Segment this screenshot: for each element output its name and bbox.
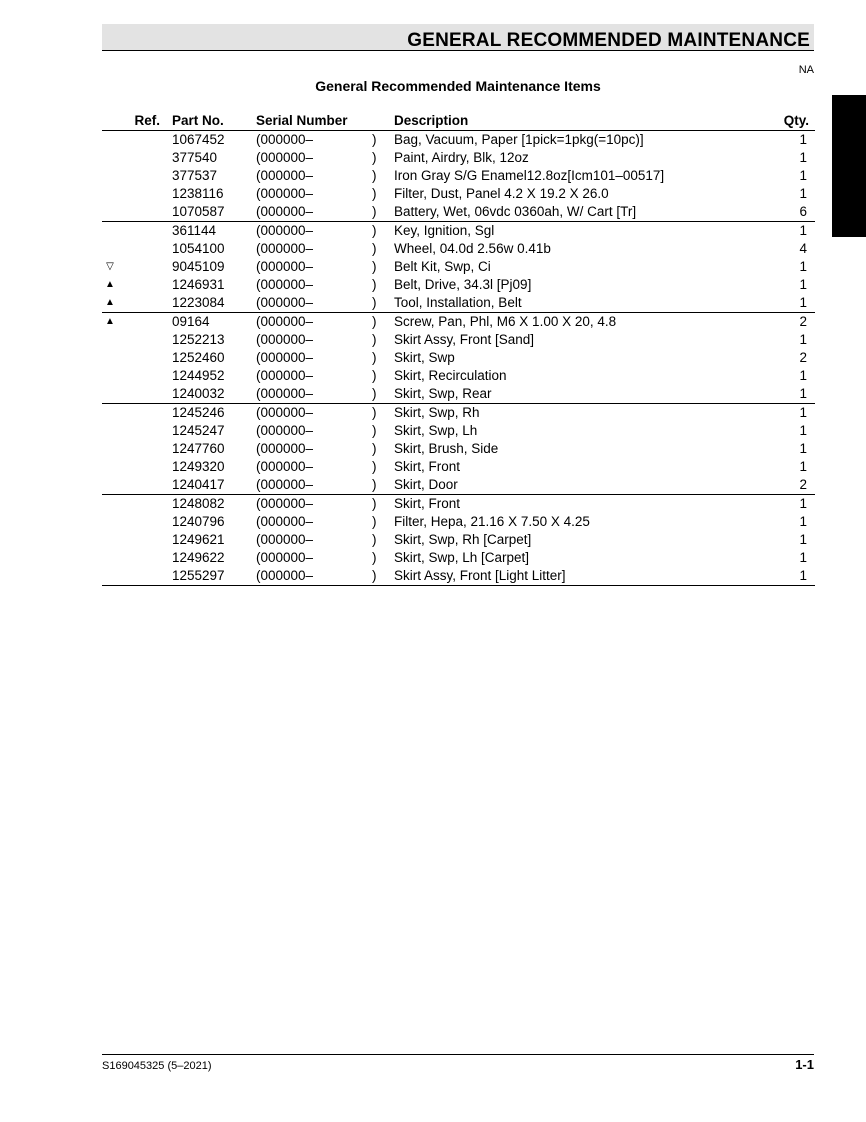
col-serial-header: Serial Number: [256, 113, 348, 128]
part-number: 1067452: [172, 132, 225, 147]
serial-number: (000000–: [256, 186, 314, 201]
quantity: 1: [799, 459, 807, 474]
table-row: [102, 440, 815, 458]
part-number: 1248082: [172, 496, 225, 511]
serial-number: (000000–: [256, 168, 314, 183]
description: Skirt, Swp, Lh [Carpet]: [394, 550, 530, 565]
serial-range-close: ): [372, 459, 377, 474]
quantity: 1: [799, 332, 807, 347]
description: Skirt, Swp, Rh: [394, 405, 480, 420]
serial-range-close: ): [372, 496, 377, 511]
quantity: 1: [799, 368, 807, 383]
table-row: [102, 313, 815, 331]
table-row: [102, 258, 815, 276]
description: Tool, Installation, Belt: [394, 295, 522, 310]
serial-range-close: ): [372, 132, 377, 147]
serial-number: (000000–: [256, 405, 314, 420]
description: Skirt, Recirculation: [394, 368, 507, 383]
table-row: [102, 131, 815, 149]
quantity: 6: [799, 204, 807, 219]
serial-range-close: ): [372, 568, 377, 583]
quantity: 1: [799, 496, 807, 511]
quantity: 4: [799, 241, 807, 256]
part-number: 1252213: [172, 332, 225, 347]
serial-number: (000000–: [256, 332, 314, 347]
part-number: 377537: [172, 168, 218, 183]
ref-marker-icon: ▲: [105, 297, 115, 308]
description: Skirt, Brush, Side: [394, 441, 499, 456]
table-row: [102, 167, 815, 185]
section-tab-marker: [832, 95, 866, 237]
serial-number: (000000–: [256, 368, 314, 383]
serial-number: (000000–: [256, 459, 314, 474]
table-row: [102, 476, 815, 495]
quantity: 2: [799, 314, 807, 329]
part-number: 1246931: [172, 277, 225, 292]
serial-range-close: ): [372, 405, 377, 420]
quantity: 1: [799, 168, 807, 183]
part-number: 1245247: [172, 423, 225, 438]
table-row: [102, 203, 815, 222]
part-number: 9045109: [172, 259, 225, 274]
ref-marker-icon: ▽: [106, 261, 114, 272]
table-row: [102, 349, 815, 367]
col-description-header: Description: [394, 113, 469, 128]
serial-range-close: ): [372, 532, 377, 547]
description: Skirt Assy, Front [Sand]: [394, 332, 535, 347]
table-row: [102, 331, 815, 349]
description: Belt Kit, Swp, Ci: [394, 259, 491, 274]
serial-number: (000000–: [256, 386, 314, 401]
serial-number: (000000–: [256, 277, 314, 292]
part-number: 09164: [172, 314, 210, 329]
part-number: 1249622: [172, 550, 225, 565]
table-row: [102, 149, 815, 167]
quantity: 1: [799, 568, 807, 583]
serial-number: (000000–: [256, 441, 314, 456]
section-title: General Recommended Maintenance Items: [315, 78, 601, 94]
table-row: [102, 404, 815, 422]
table-row: [102, 222, 815, 240]
part-number: 1070587: [172, 204, 225, 219]
serial-number: (000000–: [256, 241, 314, 256]
description: Battery, Wet, 06vdc 0360ah, W/ Cart [Tr]: [394, 204, 637, 219]
header-band: [102, 24, 814, 51]
quantity: 1: [799, 132, 807, 147]
part-number: 1249320: [172, 459, 225, 474]
part-number: 1240417: [172, 477, 225, 492]
serial-range-close: ): [372, 441, 377, 456]
serial-range-close: ): [372, 332, 377, 347]
document-code: S169045325 (5–2021): [102, 1060, 212, 1072]
quantity: 1: [799, 514, 807, 529]
quantity: 1: [799, 532, 807, 547]
serial-range-close: ): [372, 386, 377, 401]
serial-number: (000000–: [256, 568, 314, 583]
quantity: 1: [799, 423, 807, 438]
table-body: [102, 131, 815, 586]
description: Skirt, Front: [394, 496, 461, 511]
serial-number: (000000–: [256, 223, 314, 238]
description: Belt, Drive, 34.3l [Pj09]: [394, 277, 532, 292]
part-number: 1249621: [172, 532, 225, 547]
serial-range-close: ): [372, 477, 377, 492]
serial-number: (000000–: [256, 314, 314, 329]
serial-range-close: ): [372, 223, 377, 238]
quantity: 1: [799, 277, 807, 292]
region-label: NA: [798, 64, 814, 76]
serial-range-close: ): [372, 259, 377, 274]
ref-marker-icon: ▲: [105, 279, 115, 290]
table-row: [102, 367, 815, 385]
quantity: 1: [799, 150, 807, 165]
quantity: 1: [799, 550, 807, 565]
description: Skirt, Door: [394, 477, 458, 492]
description: Skirt, Swp, Rear: [394, 386, 492, 401]
part-number: 1240796: [172, 514, 225, 529]
serial-range-close: ): [372, 186, 377, 201]
quantity: 1: [799, 223, 807, 238]
table-row: [102, 422, 815, 440]
part-number: 1054100: [172, 241, 225, 256]
serial-range-close: ): [372, 241, 377, 256]
description: Bag, Vacuum, Paper [1pick=1pkg(=10pc)]: [394, 132, 644, 147]
part-number: 377540: [172, 150, 218, 165]
table-row: [102, 495, 815, 513]
table-row: [102, 549, 815, 567]
part-number: 1244952: [172, 368, 225, 383]
parts-table: [102, 112, 815, 586]
description: Filter, Dust, Panel 4.2 X 19.2 X 26.0: [394, 186, 609, 201]
description: Filter, Hepa, 21.16 X 7.50 X 4.25: [394, 514, 590, 529]
description: Key, Ignition, Sgl: [394, 223, 495, 238]
part-number: 1223084: [172, 295, 225, 310]
page-title: GENERAL RECOMMENDED MAINTENANCE: [407, 30, 810, 51]
table-row: [102, 513, 815, 531]
serial-range-close: ): [372, 368, 377, 383]
quantity: 2: [799, 477, 807, 492]
serial-number: (000000–: [256, 132, 314, 147]
description: Skirt, Swp: [394, 350, 455, 365]
serial-number: (000000–: [256, 496, 314, 511]
part-number: 1238116: [172, 186, 224, 201]
ref-marker-icon: ▲: [105, 316, 115, 327]
col-part-header: Part No.: [172, 113, 224, 128]
table-row: [102, 276, 815, 294]
table-row: [102, 185, 815, 203]
serial-range-close: ): [372, 550, 377, 565]
page-number: 1-1: [795, 1057, 814, 1072]
quantity: 2: [799, 350, 807, 365]
table-row: [102, 567, 815, 586]
col-ref-header: Ref.: [134, 113, 160, 128]
description: Wheel, 04.0d 2.56w 0.41b: [394, 241, 551, 256]
serial-number: (000000–: [256, 150, 314, 165]
footer-divider: [102, 1054, 814, 1055]
serial-range-close: ): [372, 168, 377, 183]
serial-range-close: ): [372, 423, 377, 438]
serial-range-close: ): [372, 277, 377, 292]
table-row: [102, 531, 815, 549]
serial-number: (000000–: [256, 532, 314, 547]
description: Skirt, Front: [394, 459, 461, 474]
part-number: 1252460: [172, 350, 225, 365]
table-row: [102, 385, 815, 404]
quantity: 1: [799, 405, 807, 420]
table-header: [102, 112, 815, 131]
quantity: 1: [799, 186, 807, 201]
description: Skirt, Swp, Lh: [394, 423, 478, 438]
serial-number: (000000–: [256, 295, 314, 310]
serial-number: (000000–: [256, 259, 314, 274]
quantity: 1: [799, 259, 807, 274]
table-row: [102, 240, 815, 258]
serial-number: (000000–: [256, 423, 314, 438]
description: Skirt Assy, Front [Light Litter]: [394, 568, 566, 583]
serial-range-close: ): [372, 350, 377, 365]
part-number: 1247760: [172, 441, 225, 456]
serial-range-close: ): [372, 204, 377, 219]
table-row: [102, 294, 815, 313]
part-number: 1240032: [172, 386, 225, 401]
serial-range-close: ): [372, 314, 377, 329]
serial-range-close: ): [372, 295, 377, 310]
description: Skirt, Swp, Rh [Carpet]: [394, 532, 532, 547]
serial-number: (000000–: [256, 550, 314, 565]
serial-range-close: ): [372, 150, 377, 165]
serial-number: (000000–: [256, 477, 314, 492]
part-number: 1255297: [172, 568, 225, 583]
serial-number: (000000–: [256, 350, 314, 365]
col-qty-header: Qty.: [783, 113, 809, 128]
table-row: [102, 458, 815, 476]
part-number: 1245246: [172, 405, 225, 420]
part-number: 361144: [172, 223, 217, 238]
serial-number: (000000–: [256, 514, 314, 529]
description: Screw, Pan, Phl, M6 X 1.00 X 20, 4.8: [394, 314, 617, 329]
serial-range-close: ): [372, 514, 377, 529]
description: Iron Gray S/G Enamel12.8oz[Icm101–00517]: [394, 168, 665, 183]
quantity: 1: [799, 386, 807, 401]
description: Paint, Airdry, Blk, 12oz: [394, 150, 529, 165]
quantity: 1: [799, 295, 807, 310]
serial-number: (000000–: [256, 204, 314, 219]
quantity: 1: [799, 441, 807, 456]
